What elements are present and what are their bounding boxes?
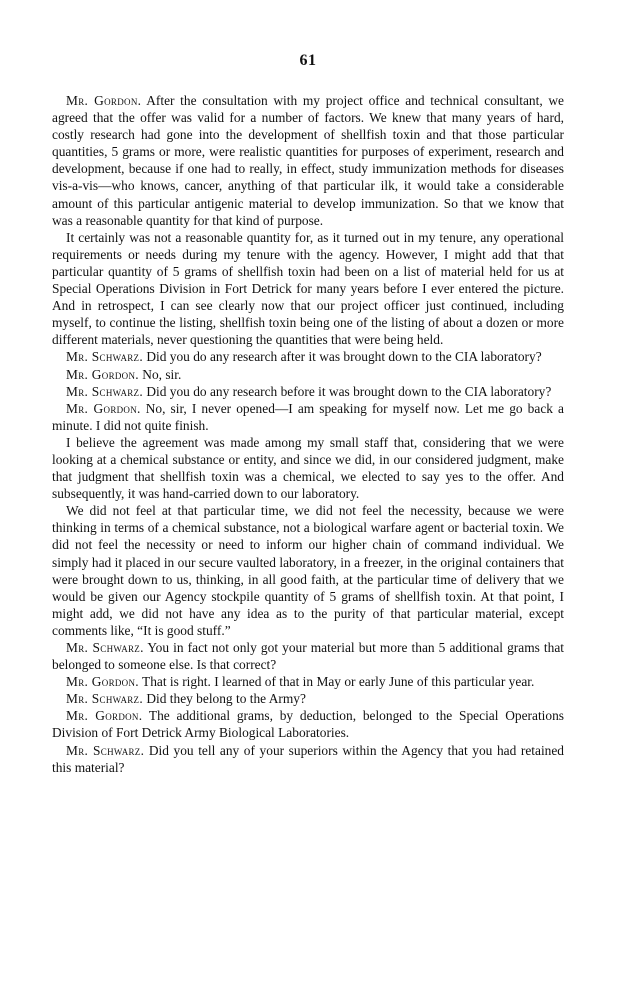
- speaker-name: Mr. Schwarz.: [66, 691, 143, 707]
- speaker-name: Mr. Gordon.: [66, 674, 139, 690]
- speaker-name: Mr. Schwarz.: [66, 383, 143, 399]
- paragraph: [52, 502, 564, 639]
- paragraph-text: That is right. I learned of that in May or early June of this particular year.: [138, 674, 535, 690]
- speaker-name: Mr. Gordon.: [66, 708, 143, 724]
- paragraph: [52, 742, 564, 776]
- paragraph-text: The additional grams, by deduction, belonged to the Special Operations Division of Fort Detrick Army Biological Laboratories.: [52, 708, 564, 741]
- paragraph: [52, 673, 564, 690]
- paragraph: [52, 434, 564, 502]
- paragraph: [52, 92, 564, 229]
- speaker-name: Mr. Gordon.: [66, 400, 141, 416]
- paragraph-text: Did you tell any of your superiors within the Agency that you had retained this material?: [52, 742, 565, 775]
- paragraph: [52, 366, 564, 383]
- paragraph: [52, 690, 564, 707]
- paragraph: [52, 400, 564, 434]
- speaker-name: Mr. Gordon.: [66, 366, 139, 382]
- paragraph: [52, 348, 564, 365]
- transcript-body: [52, 92, 564, 776]
- paragraph-text: No, sir.: [138, 366, 182, 382]
- page-number: 61: [299, 52, 317, 69]
- speaker-name: Mr. Gordon.: [66, 93, 142, 108]
- paragraph-text: Did they belong to the Army?: [143, 691, 306, 707]
- speaker-name: Mr. Schwarz.: [66, 742, 145, 758]
- speaker-name: Mr. Schwarz.: [66, 349, 143, 365]
- paragraph-text: I believe the agreement was made among my small staff that, considering that we were looking at a chemical substance or entity, and since we did, in our considered judgment, make that judgment that shellfish toxin was a chemical, we elected to say yes to the offer. And subsequently, it was hand-carried down to our laboratory.: [52, 434, 564, 502]
- document-page: [52, 52, 564, 776]
- paragraph: [52, 639, 564, 673]
- paragraph: [52, 229, 564, 349]
- paragraph-text: Did you do any research after it was brought down to the CIA laboratory?: [143, 349, 542, 365]
- paragraph-text: You in fact not only got your material but more than 5 additional grams that belonged to someone else. Is that correct?: [52, 640, 564, 673]
- paragraph-text: It certainly was not a reasonable quantity for, as it turned out in my tenure, any operational requirements or needs during my tenure with the agency. However, I might add that that particular quantity of 5 grams of shellfish toxin had been on a list of material held for us at Special Operations Division in Fort Detrick for many years before I ever entered the picture. And in retrospect, I can see clearly now that our project officer just continued, including myself, to continue the listing, shellfish toxin being one of the listing of about a dozen or more different materials, never questioning the quantities that were being held.: [52, 229, 564, 348]
- paragraph: [52, 707, 564, 741]
- speaker-name: Mr. Schwarz.: [66, 640, 144, 655]
- paragraph-text: No, sir, I never opened—I am speaking for myself now. Let me go back a minute. I did not quite finish.: [52, 400, 564, 433]
- paragraph-text: Did you do any research before it was brought down to the CIA laboratory?: [143, 383, 552, 399]
- paragraph-text: After the consultation with my project office and technical consultant, we agreed that the offer was valid for a number of factors. We knew that many years of hard, costly research had gone into the development of shellfish toxin and that those particular quantities, 5 grams or more, were realistic quantities for purposes of experiment, research and development, because if one had to really, in effect, study immunization methods for diseases vis-a-vis—who knows, cancer, anything of that particular ilk, it would take a considerable amount of this particular antigenic material to develop immunization. So that we know that was a reasonable quantity for that kind of purpose.: [52, 93, 564, 228]
- paragraph-text: We did not feel at that particular time, we did not feel the necessity, because we were thinking in terms of a chemical substance, not a biological warfare agent or bacterial toxin. We did not feel the necessity or need to inform our higher chain of command individual. We simply had it placed in our secure vaulted laboratory, in a freezer, in the original containers that were brought down to us, thinking, in all good faith, at the particular time of delivery that we would be given our Agency stockpile quantity of 5 grams of shellfish toxin. At that point, I might add, we did not have any idea as to the purity of that particular material, except comments like, “It is good stuff.”: [52, 503, 564, 638]
- paragraph: [52, 383, 564, 400]
